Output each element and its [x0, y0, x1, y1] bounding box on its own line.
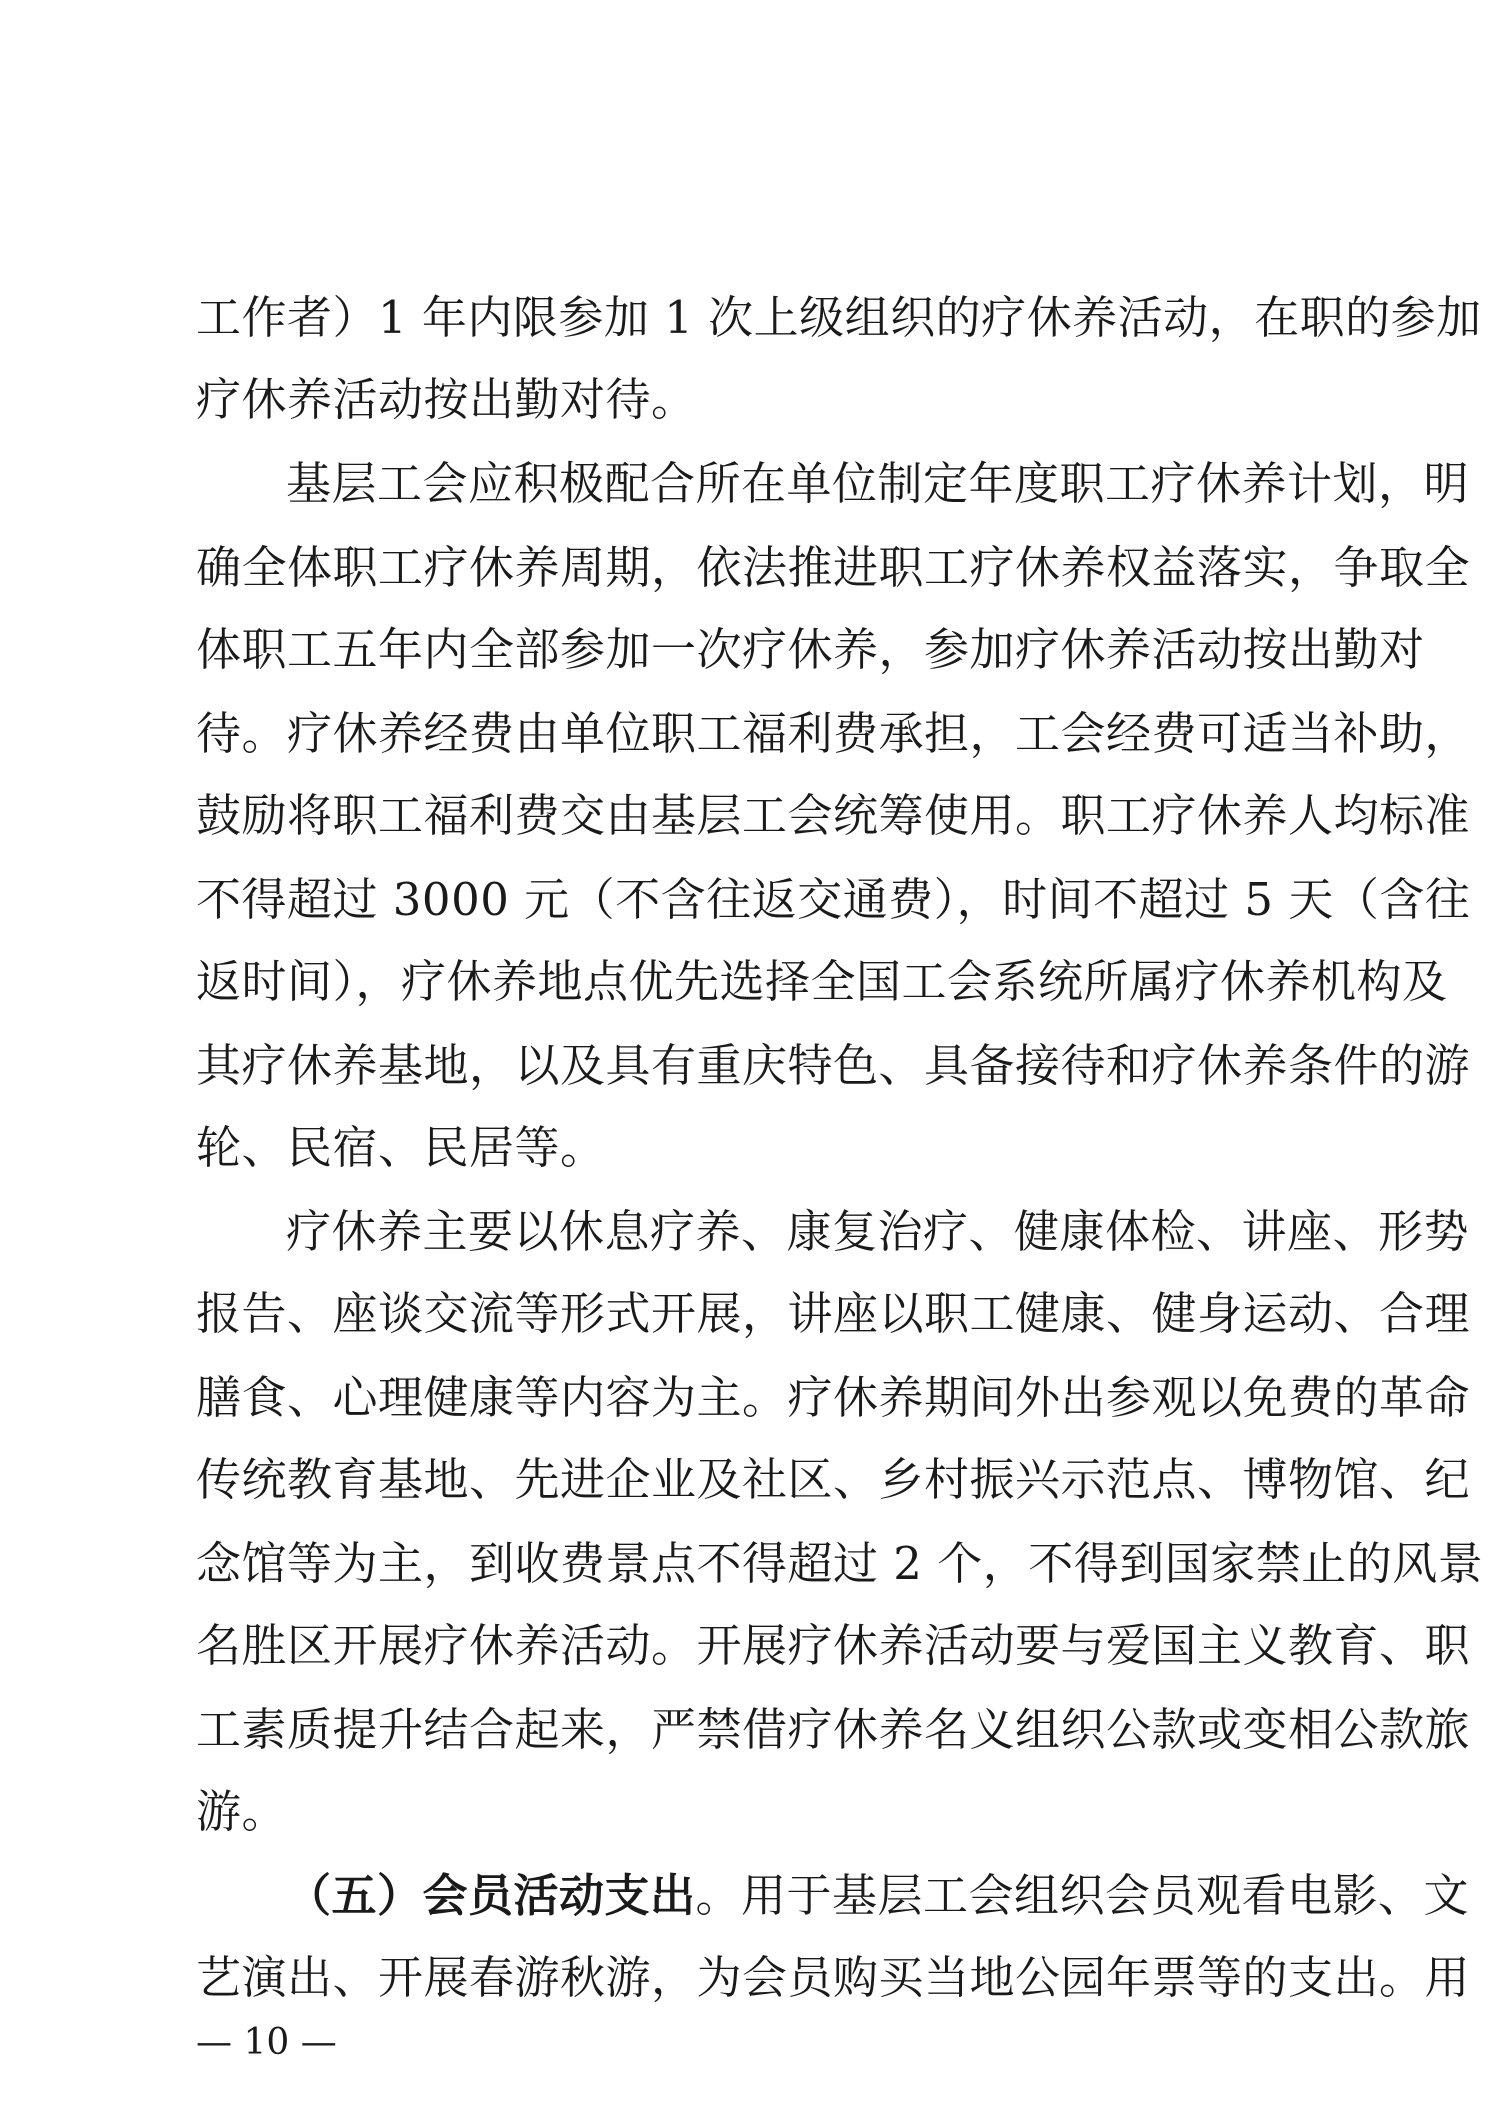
- section-heading: （五）会员活动支出: [286, 1869, 696, 1922]
- text-line: 其疗休养基地，以及具有重庆特色、具备接待和疗休养条件的游: [196, 1039, 1471, 1092]
- text-line: 不得超过 3000 元（不含往返交通费），时间不超过 5 天（含往: [196, 873, 1471, 926]
- paragraph-first-line: 基层工会应积极配合所在单位制定年度职工疗休养计划，明: [286, 457, 1470, 510]
- paragraph-first-line: 疗休养主要以休息疗养、康复治疗、健康体检、讲座、形势: [286, 1205, 1470, 1258]
- text-line: 体职工五年内全部参加一次疗休养，参加疗休养活动按出勤对: [196, 623, 1425, 676]
- text-line: 返时间），疗休养地点优先选择全国工会系统所属疗休养机构及: [196, 955, 1448, 1008]
- text-line: 工作者）1 年内限参加 1 次上级组织的疗休养活动，在职的参加: [196, 291, 1482, 344]
- section-text: 。用于基层工会组织会员观看电影、文: [695, 1869, 1470, 1922]
- text-line: 待。疗休养经费由单位职工福利费承担，工会经费可适当补助，: [196, 707, 1471, 760]
- text-line: 轮、民宿、民居等。: [196, 1121, 606, 1174]
- text-line: 工素质提升结合起来，严禁借疗休养名义组织公款或变相公款旅: [196, 1703, 1471, 1756]
- text-line: 名胜区开展疗休养活动。开展疗休养活动要与爱国主义教育、职: [196, 1619, 1471, 1672]
- section-heading-line: [286, 1868, 1469, 1924]
- text-line: 膳食、心理健康等内容为主。疗休养期间外出参观以免费的革命: [196, 1371, 1471, 1424]
- text-line: 游。: [196, 1785, 288, 1838]
- text-line: 报告、座谈交流等形式开展，讲座以职工健康、健身运动、合理: [196, 1287, 1471, 1340]
- text-line: 确全体职工疗休养周期，依法推进职工疗休养权益落实，争取全: [196, 541, 1471, 594]
- text-line: 传统教育基地、先进企业及社区、乡村振兴示范点、博物馆、纪: [196, 1453, 1471, 1506]
- text-line: 鼓励将职工福利费交由基层工会统筹使用。职工疗休养人均标准: [196, 789, 1471, 842]
- text-line: 疗休养活动按出勤对待。: [196, 373, 697, 426]
- page-number: — 10 —: [196, 2022, 337, 2063]
- text-line: 念馆等为主，到收费景点不得超过 2 个，不得到国家禁止的风景: [196, 1537, 1484, 1590]
- text-line: 艺演出、开展春游秋游，为会员购买当地公园年票等的支出。用: [196, 1951, 1471, 2004]
